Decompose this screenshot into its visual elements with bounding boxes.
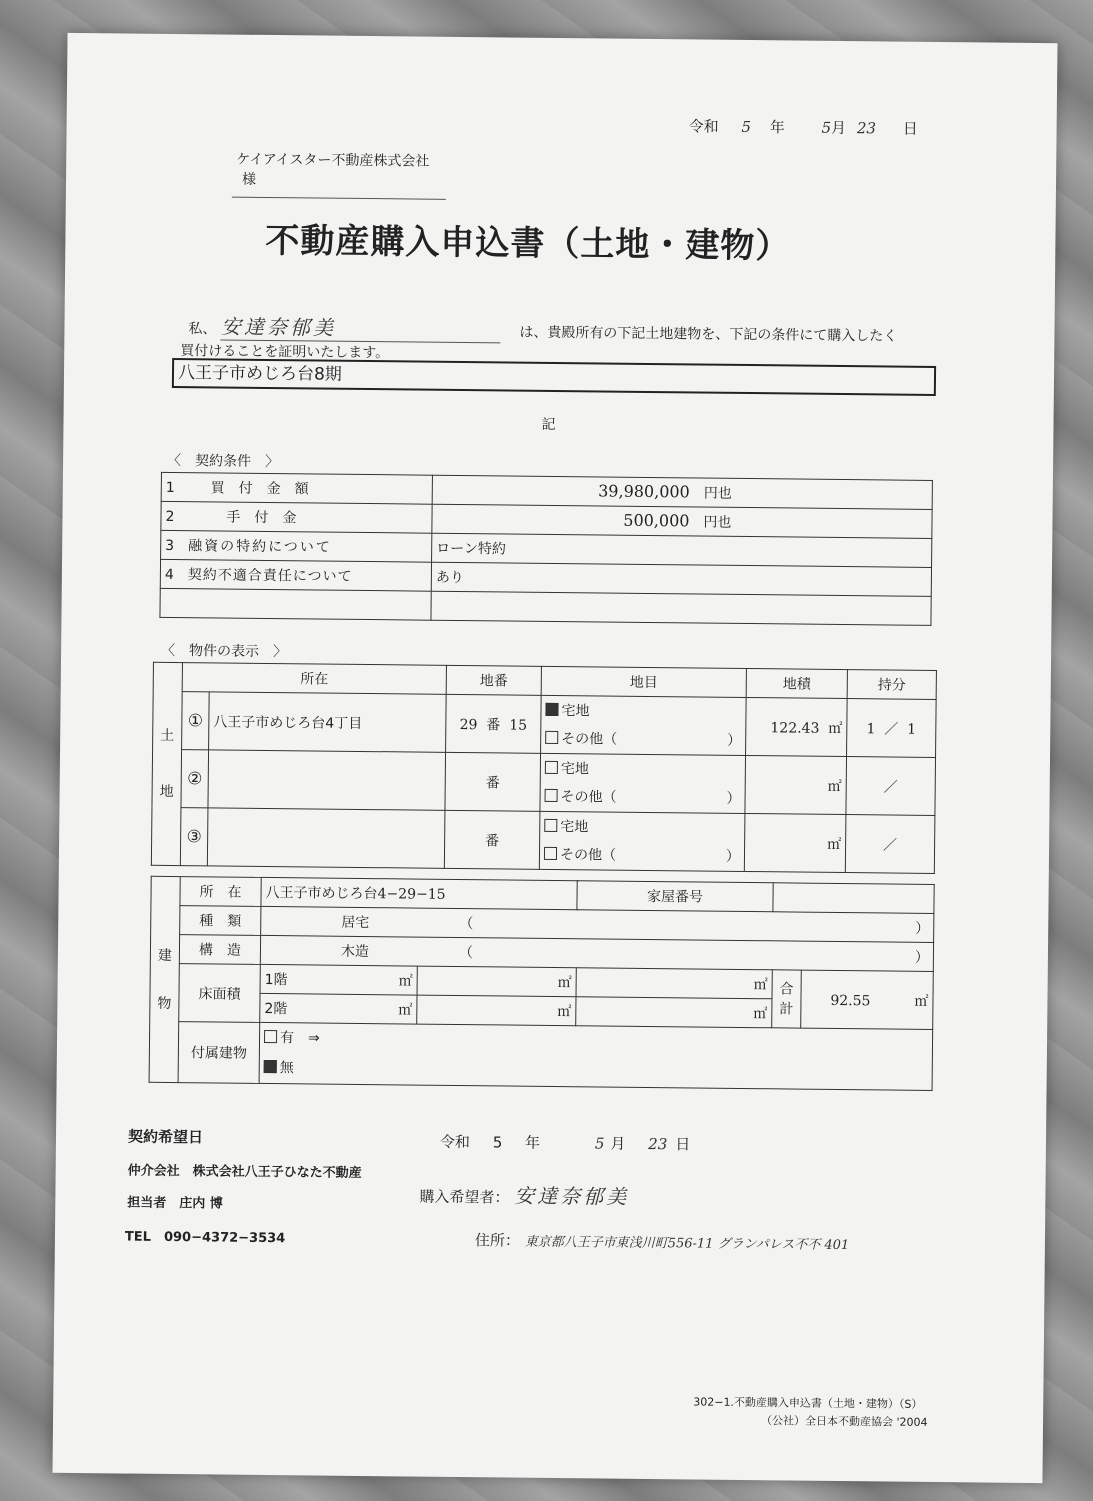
address: 住所： 東京都八王子市東浅川町556-11 グランパレス不不 401	[474, 1231, 850, 1254]
property-name-box	[172, 358, 936, 396]
total-floor-area: 92.55	[830, 992, 871, 1009]
intro-line: 私、 安達奈郁美 は、貴殿所有の下記土地建物を、下記の条件にて購入したく	[188, 310, 988, 348]
land-row: ① 八王子市めじろ台4丁目 29 番 15 宅地 その他（ ） 122.43 ㎡ 1 ／ 1	[153, 691, 937, 757]
contract-date: 令和 5 年 5 月 23 日	[439, 1132, 691, 1154]
ki-label: 記	[541, 416, 556, 433]
recipient-name: ケイアイスター不動産株式会社	[236, 151, 430, 170]
checkbox-checked[interactable]	[545, 702, 558, 715]
staff: 担当者 庄内 博	[127, 1195, 223, 1212]
buyer: 購入希望者： 安達奈郁美	[419, 1183, 630, 1209]
checkbox[interactable]	[545, 788, 558, 801]
page-title: 不動産購入申込書（土地・建物）	[265, 220, 791, 267]
annex-yes-checkbox[interactable]	[264, 1030, 277, 1043]
application-form-sheet	[52, 33, 1057, 1483]
contract-row: 3 融資の特約について ローン特約	[161, 530, 932, 567]
building-table: 建 物 所 在 八王子市めじろ台4−29−15 家屋番号 種 類 居宅 （ ） 構 造 木造 （ ） 床面積 1階 ㎡ ㎡ ㎡ 合計 92.55 ㎡ 2階 ㎡ ㎡ ㎡ 付属建物 有 ⇒ 無	[149, 876, 935, 1091]
property-name: 八王子市めじろ台8期	[177, 363, 342, 385]
annex-no-checkbox[interactable]	[264, 1060, 277, 1073]
applicant-signature: 安達奈郁美	[221, 310, 501, 343]
contract-table	[159, 472, 932, 626]
form-code: 302−1.不動産購入申込書（土地・建物）（S）	[693, 1395, 923, 1411]
buyer-signature: 安達奈郁美	[514, 1183, 630, 1209]
tel: TEL 090−4372−3534	[124, 1229, 286, 1247]
property-section-heading: 〈 物件の表示 〉	[161, 642, 288, 661]
copyright: （公社）全日本不動産協会 '2004	[761, 1414, 928, 1429]
contract-row: 1 買 付 金 額 39,980,000 円也	[161, 472, 932, 509]
land-row: ③ 番 宅地 その他（ ） ㎡ ／	[151, 807, 935, 873]
recipient	[232, 149, 447, 200]
broker: 仲介会社 株式会社八王子ひなた不動産	[127, 1163, 362, 1181]
contract-section-heading: 〈 契約条件 〉	[167, 452, 280, 471]
checkbox[interactable]	[544, 846, 557, 859]
checkbox[interactable]	[545, 730, 558, 743]
checkbox[interactable]	[545, 760, 558, 773]
intro-line-2: 買付けることを証明いたします。	[180, 343, 390, 362]
land-row: ② 番 宅地 その他（ ） ㎡ ／	[152, 749, 936, 815]
contract-row: 2 手 付 金 500,000 円也	[161, 501, 932, 538]
checkbox[interactable]	[544, 818, 557, 831]
address-handwritten: 東京都八王子市東浅川町556-11 グランパレス不不 401	[524, 1234, 850, 1254]
recipient-honorific: 様	[241, 171, 257, 188]
date-header: 令和 5 年 5月 23 日	[688, 117, 918, 138]
contract-row: 4 契約不適合責任について あり	[160, 559, 931, 596]
contract-date-label: 契約希望日	[127, 1127, 204, 1147]
land-table: 土 地 所在 地番 地目 地積 持分 ① 八王子市めじろ台4丁目 29 番 15 宅地 その他（ ） 122.43 ㎡ 1 ／ 1 ② 番 宅地 その他（ ） ㎡ ／ ③ 番 宅地 その他（ ） ㎡ ／	[151, 662, 937, 874]
